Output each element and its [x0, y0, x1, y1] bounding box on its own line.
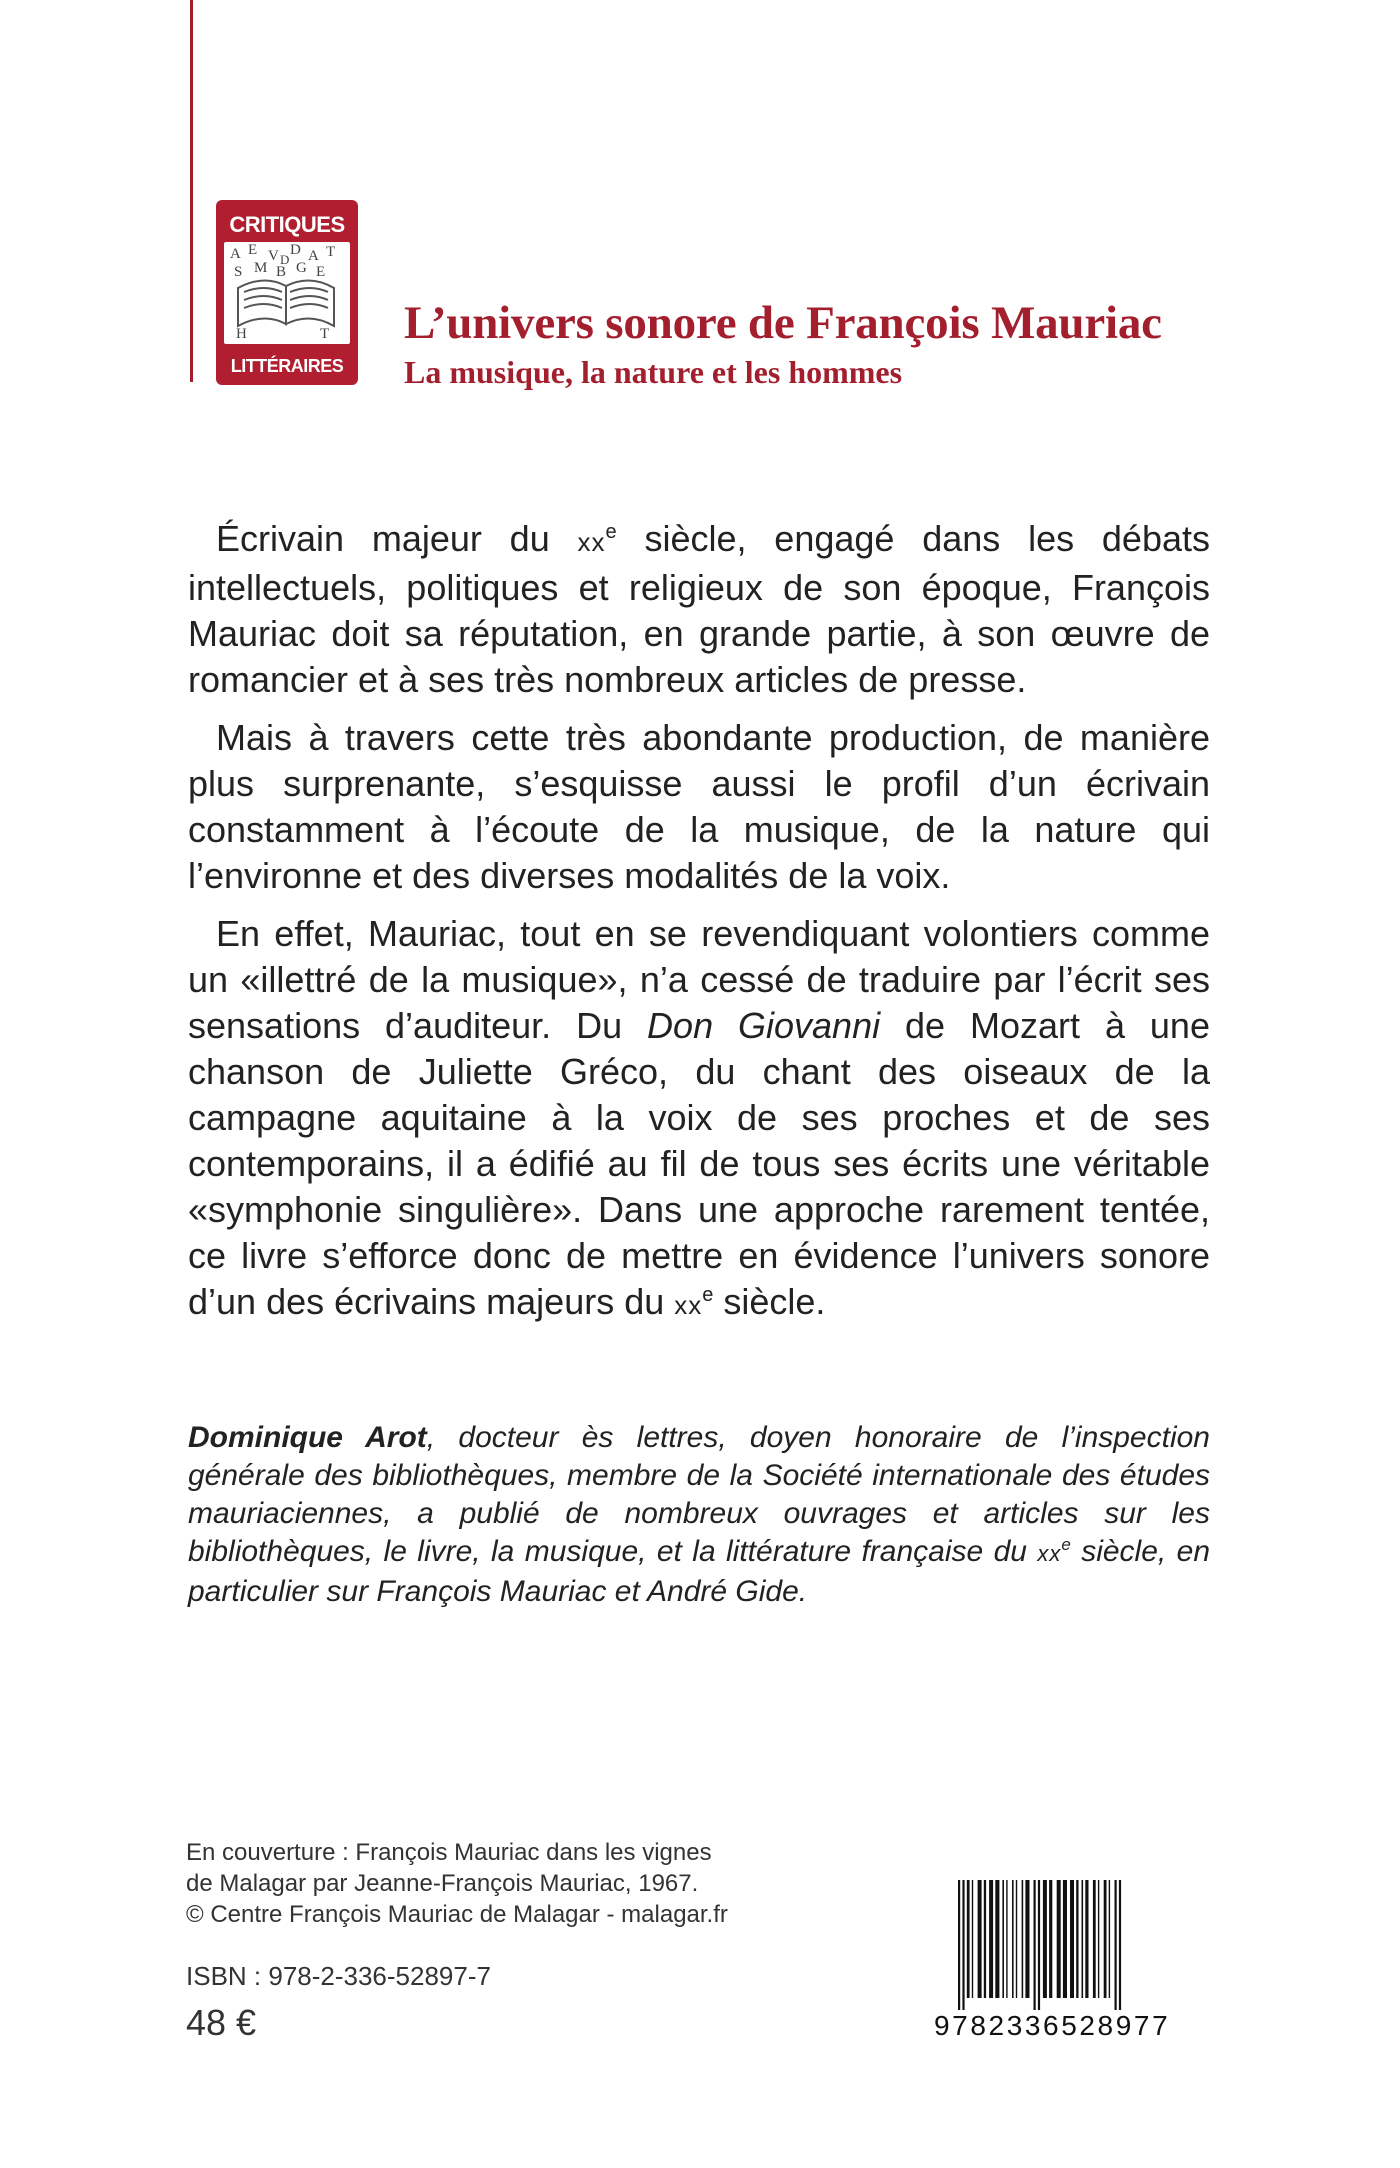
isbn: ISBN : 978-2-336-52897-7 [186, 1961, 491, 1991]
blurb-paragraph-1: Écrivain majeur du $xx^e$ siècle, engagé dans les débats intellectuels, politiques et religieux de son époque, François Mauriac doit sa réputation, en grande partie, à son œuvre de romancier et à ses très nombreux articles de presse. [188, 518, 1210, 700]
blurb-paragraph-3: En effet, Mauriac, tout en se revendiquant volontiers comme un «illettré de la musique», n’a cessé de traduire par l’écrit ses sensations d’auditeur. Du Don Giovanni de Mozart à une chanson de Juliette Gréco, du chant des oiseaux de la campagne aquitaine à la voix de ses proches et de ses contemporains, il a édifié au fil de tous ses écrits une véritable «symphonie singulière». Dans une approche rarement tentée, ce livre s’efforce donc de mettre en évidence l’univers sonore d’un des écrivains majeurs du $xx^e$ siècle. [188, 913, 1210, 1322]
book-subtitle: La musique, la nature et les hommes [404, 354, 903, 390]
svg-text:B: B [276, 264, 287, 280]
svg-text:T: T [326, 244, 336, 260]
blurb [188, 516, 1210, 1340]
cover-credits: En couverture : François Mauriac dans les vignes de Malagar par Jeanne-François Mauriac, 1967. © Centre François Mauriac de Malagar - malagar.fr [186, 1839, 728, 1928]
barcode-icon [934, 1880, 1198, 2040]
svg-text:A: A [230, 246, 241, 262]
svg-text:G: G [296, 260, 307, 276]
collection-logo [216, 200, 358, 385]
svg-text:A: A [308, 248, 319, 264]
blurb-paragraph-2: Mais à travers cette très abondante production, de manière plus surprenante, s’esquisse aussi le profil d’un écrivain constamment à l’écoute de la musique, de la nature qui l’environne et des diverses modalités de la voix. [188, 717, 1210, 896]
svg-text:M: M [254, 260, 268, 276]
svg-text:D: D [280, 252, 290, 267]
svg-text:T: T [320, 326, 330, 342]
vertical-rule [190, 0, 193, 382]
barcode-number: 9782336528977 [934, 2010, 1171, 2041]
price: 48 € [186, 2002, 257, 2043]
logo-bottom-text: LITTÉRAIRES [230, 356, 344, 376]
svg-text:S: S [234, 264, 243, 280]
author-bio: Dominique Arot, docteur ès lettres, doyen honoraire de l’inspection générale des bibliothèques, membre de la Société internationale des études mauriaciennes, a publié de nombreux ouvrages et articles sur les bibliothèques, le livre, la musique, et la littérature française du $xx^e$ siècle, en particulier sur François Mauriac et André Gide. [188, 1421, 1210, 1608]
logo-top-text: CRITIQUES [229, 212, 345, 237]
svg-text:E: E [316, 264, 326, 280]
svg-text:H: H [236, 326, 247, 342]
open-book-with-letters-icon [224, 242, 350, 344]
svg-text:E: E [248, 242, 258, 258]
svg-text:V: V [268, 248, 279, 264]
book-title: L’univers sonore de François Mauriac [404, 297, 1162, 349]
author-name: Dominique Arot [188, 1421, 427, 1454]
svg-text:D: D [290, 242, 301, 258]
